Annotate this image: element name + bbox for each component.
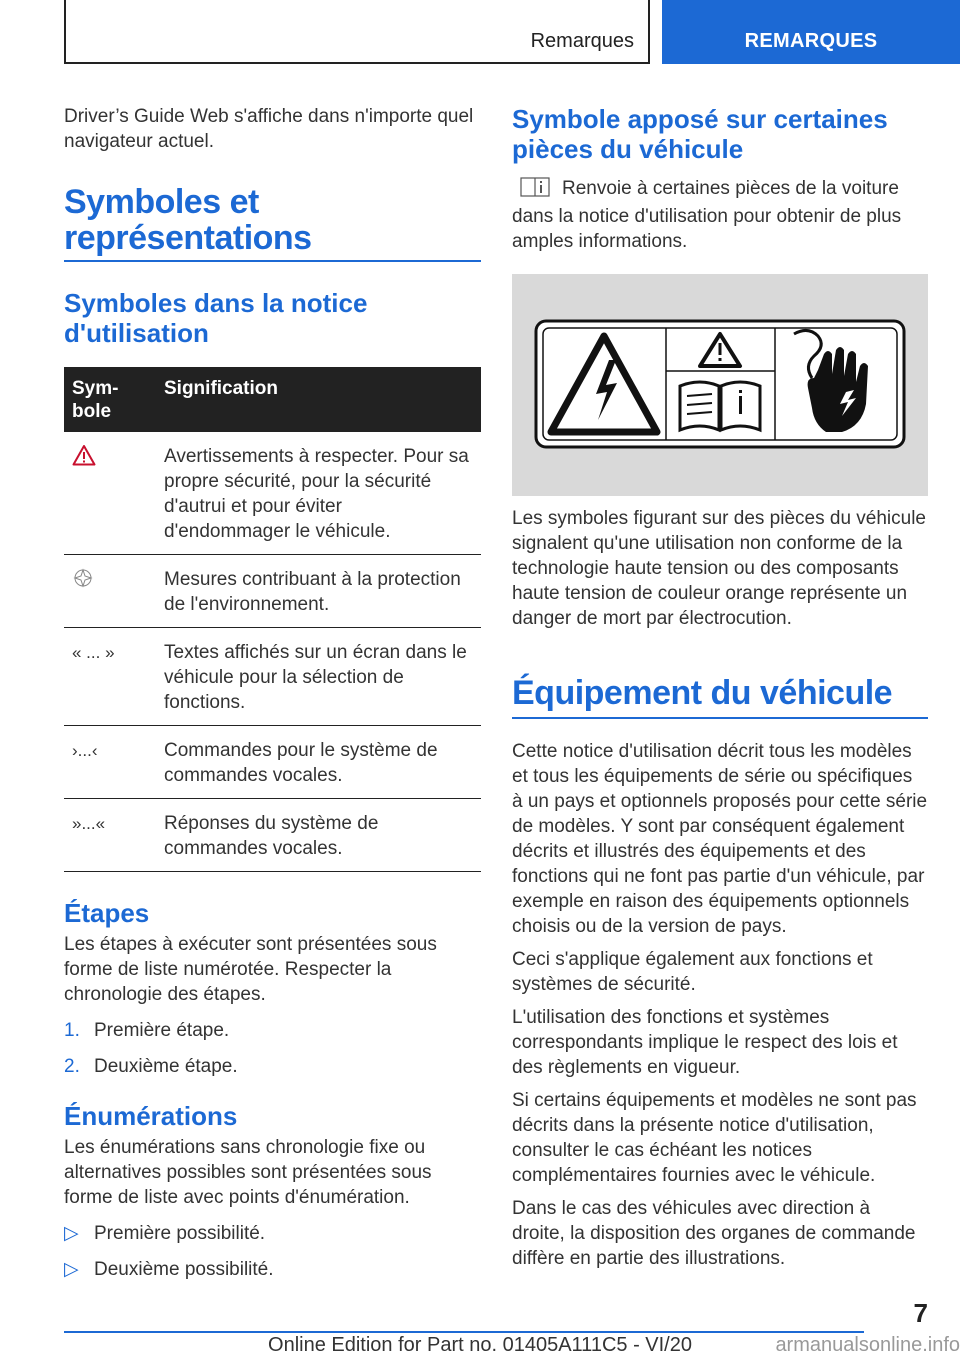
table-header-row (64, 367, 481, 432)
equipment-title-rule (512, 717, 928, 719)
equipment-paragraph: Cette notice d'utilisation décrit tous les modèles et tous les équipements de série ou spécifiques à un pays et optionnels proposés pour cette série de modèles. Y sont par conséquent également décrits et illustrés des équipements et des fonctions qui ne font pas partie d'un véhicule, par exemple en raison des équipements optionnels choisis ou de la version de pays. (512, 741, 928, 937)
bullet-text: Deuxième possibilité. (94, 1259, 274, 1280)
right-column (512, 104, 928, 1271)
vehicle-symbol-title-line1: Symbole apposé sur certaines (512, 104, 888, 134)
footer-rule (64, 1331, 864, 1333)
table-cell-symbol (64, 628, 156, 726)
step-text: Première étape. (94, 1020, 230, 1041)
table-row (64, 555, 481, 628)
steps-title: Étapes (64, 898, 150, 928)
table-header-symbol-line1: Sym- (72, 378, 119, 399)
book-reference-icon (520, 177, 550, 204)
table-row (64, 799, 481, 872)
table-header-symbol (64, 367, 156, 432)
table-cell-symbol (64, 555, 156, 628)
table-cell-meaning: Avertissements à respecter. Pour sa propre sécurité, pour la sécurité d'autrui et pour éviter d'endommager le véhicule. (156, 432, 481, 555)
section-title-rule (64, 260, 481, 262)
equipment-paragraph: Si certains équipements et modèles ne sont pas décrits dans la présente notice d'utilisation, consulter le cas échéant les notices complémentaires fournies avec le véhicule. (512, 1090, 917, 1186)
table-cell-symbol (64, 432, 156, 555)
symbol-text: « ... » (72, 643, 115, 662)
enum-intro: Les énumérations sans chronologie fixe ou alternatives possibles sont présentées sous forme de liste avec points d'énumération. (64, 1137, 432, 1208)
vehicle-symbol-paragraph: Les symboles figurant sur des pièces du véhicule signalent qu'une utilisation non conforme de la technologie haute tension ou des composants haute tension de couleur orange représente un danger de mort par électrocution. (512, 508, 927, 629)
table-row (64, 432, 481, 555)
left-column (64, 104, 481, 1282)
header-chapter-tab[interactable] (662, 0, 960, 64)
warning-triangle-icon (72, 450, 96, 471)
symbols-subtitle (64, 288, 481, 348)
symbols-subtitle-line1: Symboles dans la notice (64, 288, 368, 318)
equipment-paragraph: Ceci s'applique également aux fonctions et systèmes de sécurité. (512, 949, 873, 995)
vehicle-symbol-intro-text: Renvoie à certaines pièces de la voiture dans la notice d'utilisation pour obtenir de plus amples informations. (512, 178, 902, 252)
steps-intro: Les étapes à exécuter sont présentées sous forme de liste numérotée. Respecter la chronologie des étapes. (64, 934, 437, 1005)
symbols-subtitle-line2: d'utilisation (64, 318, 209, 348)
vehicle-symbol-intro (512, 176, 928, 254)
table-header-symbol-line2: bole (72, 401, 112, 422)
bullet-text: Première possibilité. (94, 1223, 266, 1244)
symbols-table (64, 367, 481, 872)
table-cell-symbol (64, 726, 156, 799)
section-title-line1: Symboles et (64, 183, 259, 221)
warning-label-image (512, 274, 928, 496)
page-number: 7 (913, 1298, 928, 1328)
equipment-body (512, 739, 928, 1271)
symbol-text: ›...‹ (72, 741, 98, 760)
footer-watermark: armanualsonline.info (775, 1334, 960, 1356)
table-cell-symbol (64, 799, 156, 872)
header-chapter-label: REMARQUES (744, 30, 878, 52)
footer-edition: Online Edition for Part no. 01405A111C5 - VI/20 (268, 1334, 692, 1356)
step-number: 2. (64, 1056, 80, 1077)
bullet-triangle-icon: ▷ (64, 1259, 79, 1280)
vehicle-symbol-title-line2: pièces du véhicule (512, 134, 744, 164)
table-cell-meaning: Commandes pour le système de commandes vocales. (156, 726, 481, 799)
step-text: Deuxième étape. (94, 1056, 238, 1077)
table-row (64, 726, 481, 799)
environment-icon (72, 573, 94, 594)
equipment-paragraph: Dans le cas des véhicules avec direction à droite, la disposition des organes de commande diffère en partie des illustrations. (512, 1198, 916, 1269)
list-item (64, 1257, 481, 1282)
table-cell-meaning: Réponses du système de commandes vocales. (156, 799, 481, 872)
intro-paragraph: Driver’s Guide Web s'affiche dans n'importe quel navigateur actuel. (64, 106, 474, 152)
header-section-box (64, 0, 650, 64)
header-section-label: Remarques (530, 30, 634, 52)
table-cell-meaning: Textes affichés sur un écran dans le véhicule pour la sélection de fonctions. (156, 628, 481, 726)
section-title-line2: représentations (64, 219, 312, 257)
table-header-meaning: Signification (156, 367, 481, 432)
step-number: 1. (64, 1020, 80, 1041)
symbol-text: »...« (72, 814, 106, 833)
table-cell-meaning: Mesures contribuant à la protection de l'environnement. (156, 555, 481, 628)
bullet-list (64, 1221, 481, 1282)
equipment-paragraph: L'utilisation des fonctions et systèmes correspondants implique le respect des lois et des règlements en vigueur. (512, 1007, 898, 1078)
steps-list (64, 1018, 481, 1079)
list-item (64, 1221, 481, 1246)
list-item (64, 1054, 481, 1079)
vehicle-symbol-title (512, 104, 928, 164)
equipment-title: Équipement du véhicule (512, 674, 893, 712)
enum-title: Énumérations (64, 1101, 238, 1131)
section-title (64, 184, 481, 256)
table-row (64, 628, 481, 726)
list-item (64, 1018, 481, 1043)
bullet-triangle-icon: ▷ (64, 1223, 79, 1244)
